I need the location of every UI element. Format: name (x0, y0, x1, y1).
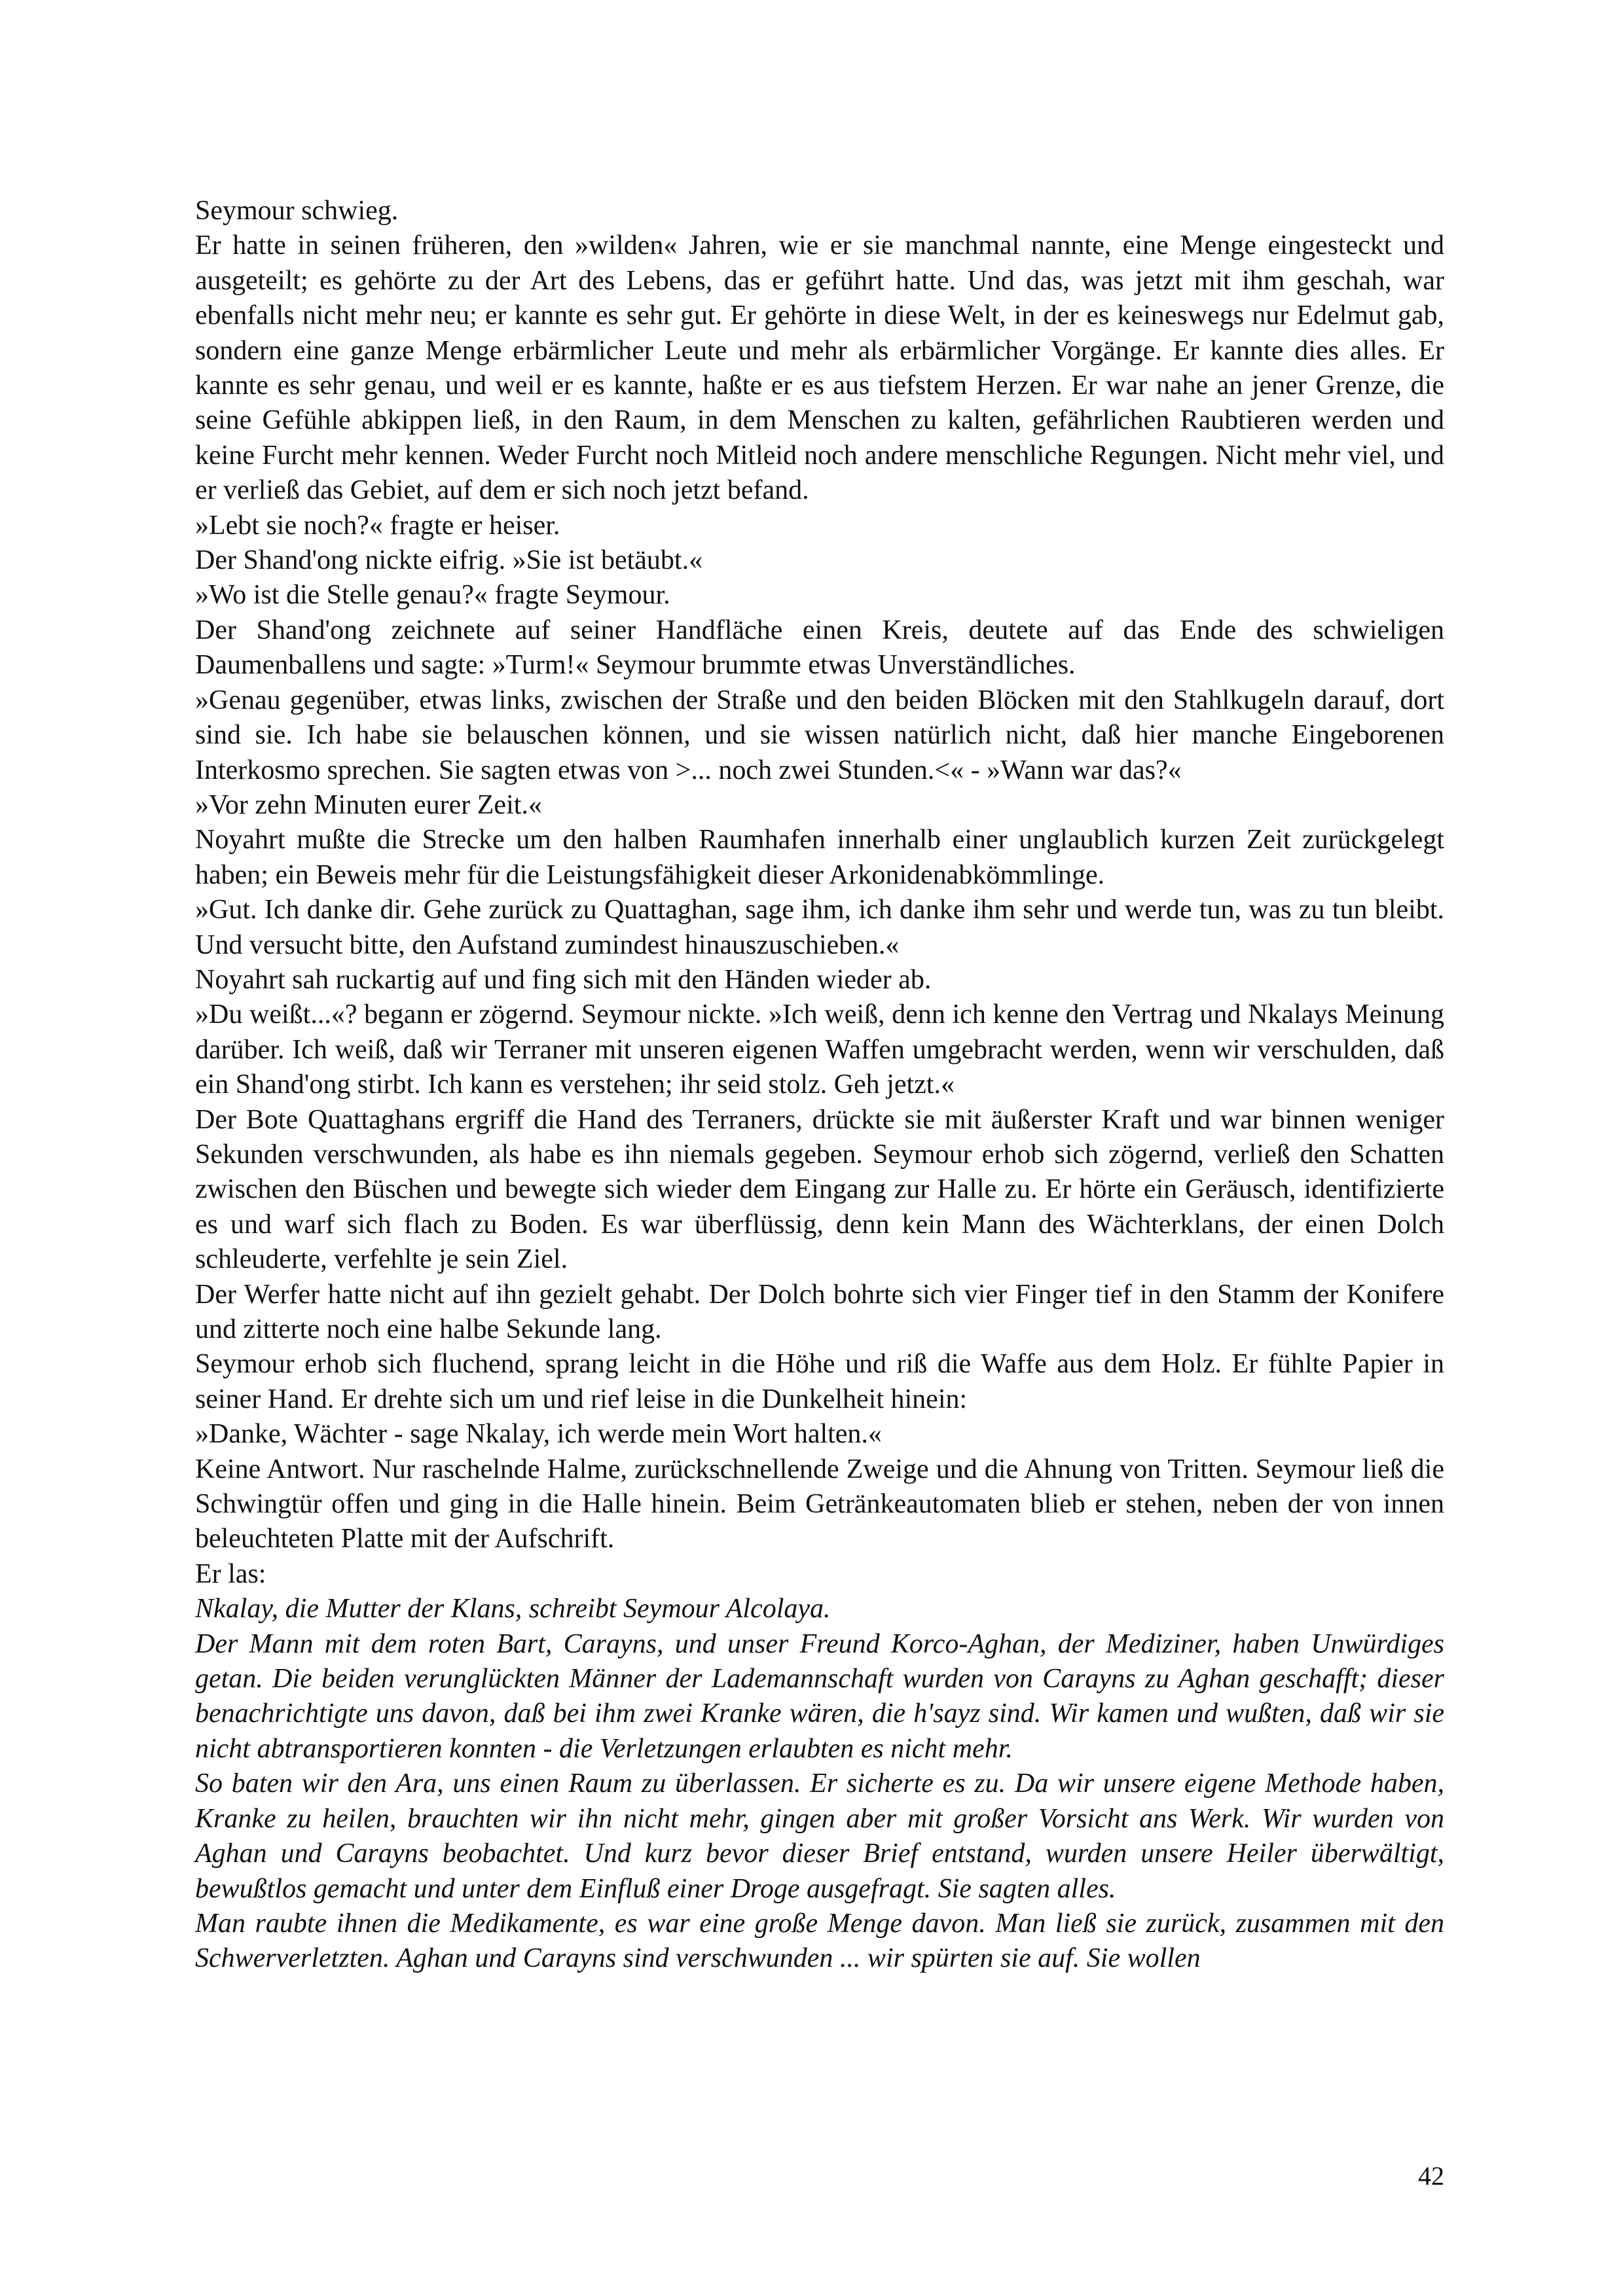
letter-paragraph: Man raubte ihnen die Medikamente, es war eine große Menge davon. Man ließ sie zurück, zusammen mit den Schwerverletzten. Aghan und Carayns sind verschwunden ... wir spürten sie auf. Sie wollen (195, 1908, 1444, 1974)
paragraph: Er las: (195, 1558, 266, 1589)
paragraph: Der Bote Quattaghans ergriff die Hand des Terraners, drückte sie mit äußerster Kraft und war binnen weniger Sekunden verschwunden, als habe es ihn niemals gegeben. Seymour erhob sich zögernd, verließ den Schatten zwischen den Büschen und bewegte sich wieder dem Eingang zur Halle zu. Er hörte ein Geräusch, identifizierte es und warf sich flach zu Boden. Es war überflüssig, denn kein Mann des Wächterklans, der einen Dolch schleuderte, verfehlte je sein Ziel. (195, 1104, 1444, 1275)
letter-paragraph: Der Mann mit dem roten Bart, Carayns, und unser Freund Korco-Aghan, der Mediziner, haben Unwürdiges getan. Die beiden verunglückten Männer der Lademannschaft wurden von Carayns zu Aghan geschafft; dieser benachrichtigte uns davon, daß bei ihm zwei Kranke wären, die h'sayz sind. Wir kamen und wußten, daß wir sie nicht abtransportieren konnten - die Verletzungen erlaubten es nicht mehr. (195, 1628, 1444, 1764)
letter-paragraph: So baten wir den Ara, uns einen Raum zu überlassen. Er sicherte es zu. Da wir unsere eigene Methode haben, Kranke zu heilen, brauchten wir ihn nicht mehr, gingen aber mit großer Vorsicht ans Werk. Wir wurden von Aghan und Carayns beobachtet. Und kurz bevor dieser Brief entstand, wurden unsere Heiler überwältigt, bewußtlos gemacht und unter dem Einfluß einer Droge ausgefragt. Sie sagten alles. (195, 1768, 1444, 1904)
body-text (195, 194, 1444, 1977)
paragraph: »Du weißt...«? begann er zögernd. Seymour nickte. »Ich weiß, denn ich kenne den Vertrag und Nkalays Meinung darüber. Ich weiß, daß wir Terraner mit unseren eigenen Waffen umgebracht werden, wenn wir verschulden, daß ein Shand'ong stirbt. Ich kann es verstehen; ihr seid stolz. Geh jetzt.« (195, 999, 1444, 1100)
paragraph: Seymour schwieg. (195, 196, 399, 226)
paragraph: »Lebt sie noch?« fragte er heiser. (195, 510, 560, 541)
paragraph: »Danke, Wächter - sage Nkalay, ich werde mein Wort halten.« (195, 1419, 882, 1450)
page-number: 42 (1418, 2161, 1444, 2191)
paragraph: Der Shand'ong zeichnete auf seiner Handfläche einen Kreis, deutete auf das Ende des schwieligen Daumenballens und sagte: »Turm!« Seymour brummte etwas Unverständliches. (195, 615, 1444, 681)
paragraph: Der Werfer hatte nicht auf ihn gezielt gehabt. Der Dolch bohrte sich vier Finger tief in den Stamm der Konifere und zitterte noch eine halbe Sekunde lang. (195, 1279, 1444, 1344)
paragraph: Der Shand'ong nickte eifrig. »Sie ist betäubt.« (195, 545, 703, 576)
paragraph: Noyahrt mußte die Strecke um den halben Raumhafen innerhalb einer unglaublich kurzen Zeit zurückgelegt haben; ein Beweis mehr für die Leistungsfähigkeit dieser Arkonidenabkömmlinge. (195, 825, 1444, 890)
paragraph: Seymour erhob sich fluchend, sprang leicht in die Höhe und riß die Waffe aus dem Holz. Er fühlte Papier in seiner Hand. Er drehte sich um und rief leise in die Dunkelheit hinein: (195, 1349, 1444, 1414)
paragraph: Er hatte in seinen früheren, den »wilden« Jahren, wie er sie manchmal nannte, eine Menge eingesteckt und ausgeteilt; es gehörte zu der Art des Lebens, das er geführt hatte. Und das, was jetzt mit ihm geschah, war ebenfalls nicht mehr neu; er kannte es sehr gut. Er gehörte in diese Welt, in der es keineswegs nur Edelmut gab, sondern eine ganze Menge erbärmlicher Leute und mehr als erbärmlicher Vorgänge. Er kannte dies alles. Er kannte es sehr genau, und weil er es kannte, haßte er es aus tiefstem Herzen. Er war nahe an jener Grenze, die seine Gefühle abkippen ließ, in den Raum, in dem Menschen zu kalten, gefährlichen Raubtieren werden und keine Furcht mehr kennen. Weder Furcht noch Mitleid noch andere menschliche Regungen. Nicht mehr viel, und er verließ das Gebiet, auf dem er sich noch jetzt befand. (195, 230, 1444, 506)
paragraph: »Wo ist die Stelle genau?« fragte Seymour. (195, 580, 670, 611)
paragraph: »Genau gegenüber, etwas links, zwischen der Straße und den beiden Blöcken mit den Stahlkugeln darauf, dort sind sie. Ich habe sie belauschen können, und sie wissen natürlich nicht, daß hier manche Eingeborenen Interkosmo sprechen. Sie sagten etwas von >... noch zwei Stunden.<« - »Wann war das?« (195, 685, 1444, 785)
paragraph: Noyahrt sah ruckartig auf und fing sich mit den Händen wieder ab. (195, 964, 932, 995)
paragraph: »Gut. Ich danke dir. Gehe zurück zu Quattaghan, sage ihm, ich danke ihm sehr und werde tun, was zu tun bleibt. Und versucht bitte, den Aufstand zumindest hinauszuschieben.« (195, 895, 1444, 960)
paragraph: Keine Antwort. Nur raschelnde Halme, zurückschnellende Zweige und die Ahnung von Tritten. Seymour ließ die Schwingtür offen und ging in die Halle hinein. Beim Getränkeautomaten blieb er stehen, neben der von innen beleuchteten Platte mit der Aufschrift. (195, 1454, 1444, 1554)
paragraph: »Vor zehn Minuten eurer Zeit.« (195, 789, 542, 820)
letter-paragraph: Nkalay, die Mutter der Klans, schreibt Seymour Alcolaya. (195, 1594, 831, 1624)
